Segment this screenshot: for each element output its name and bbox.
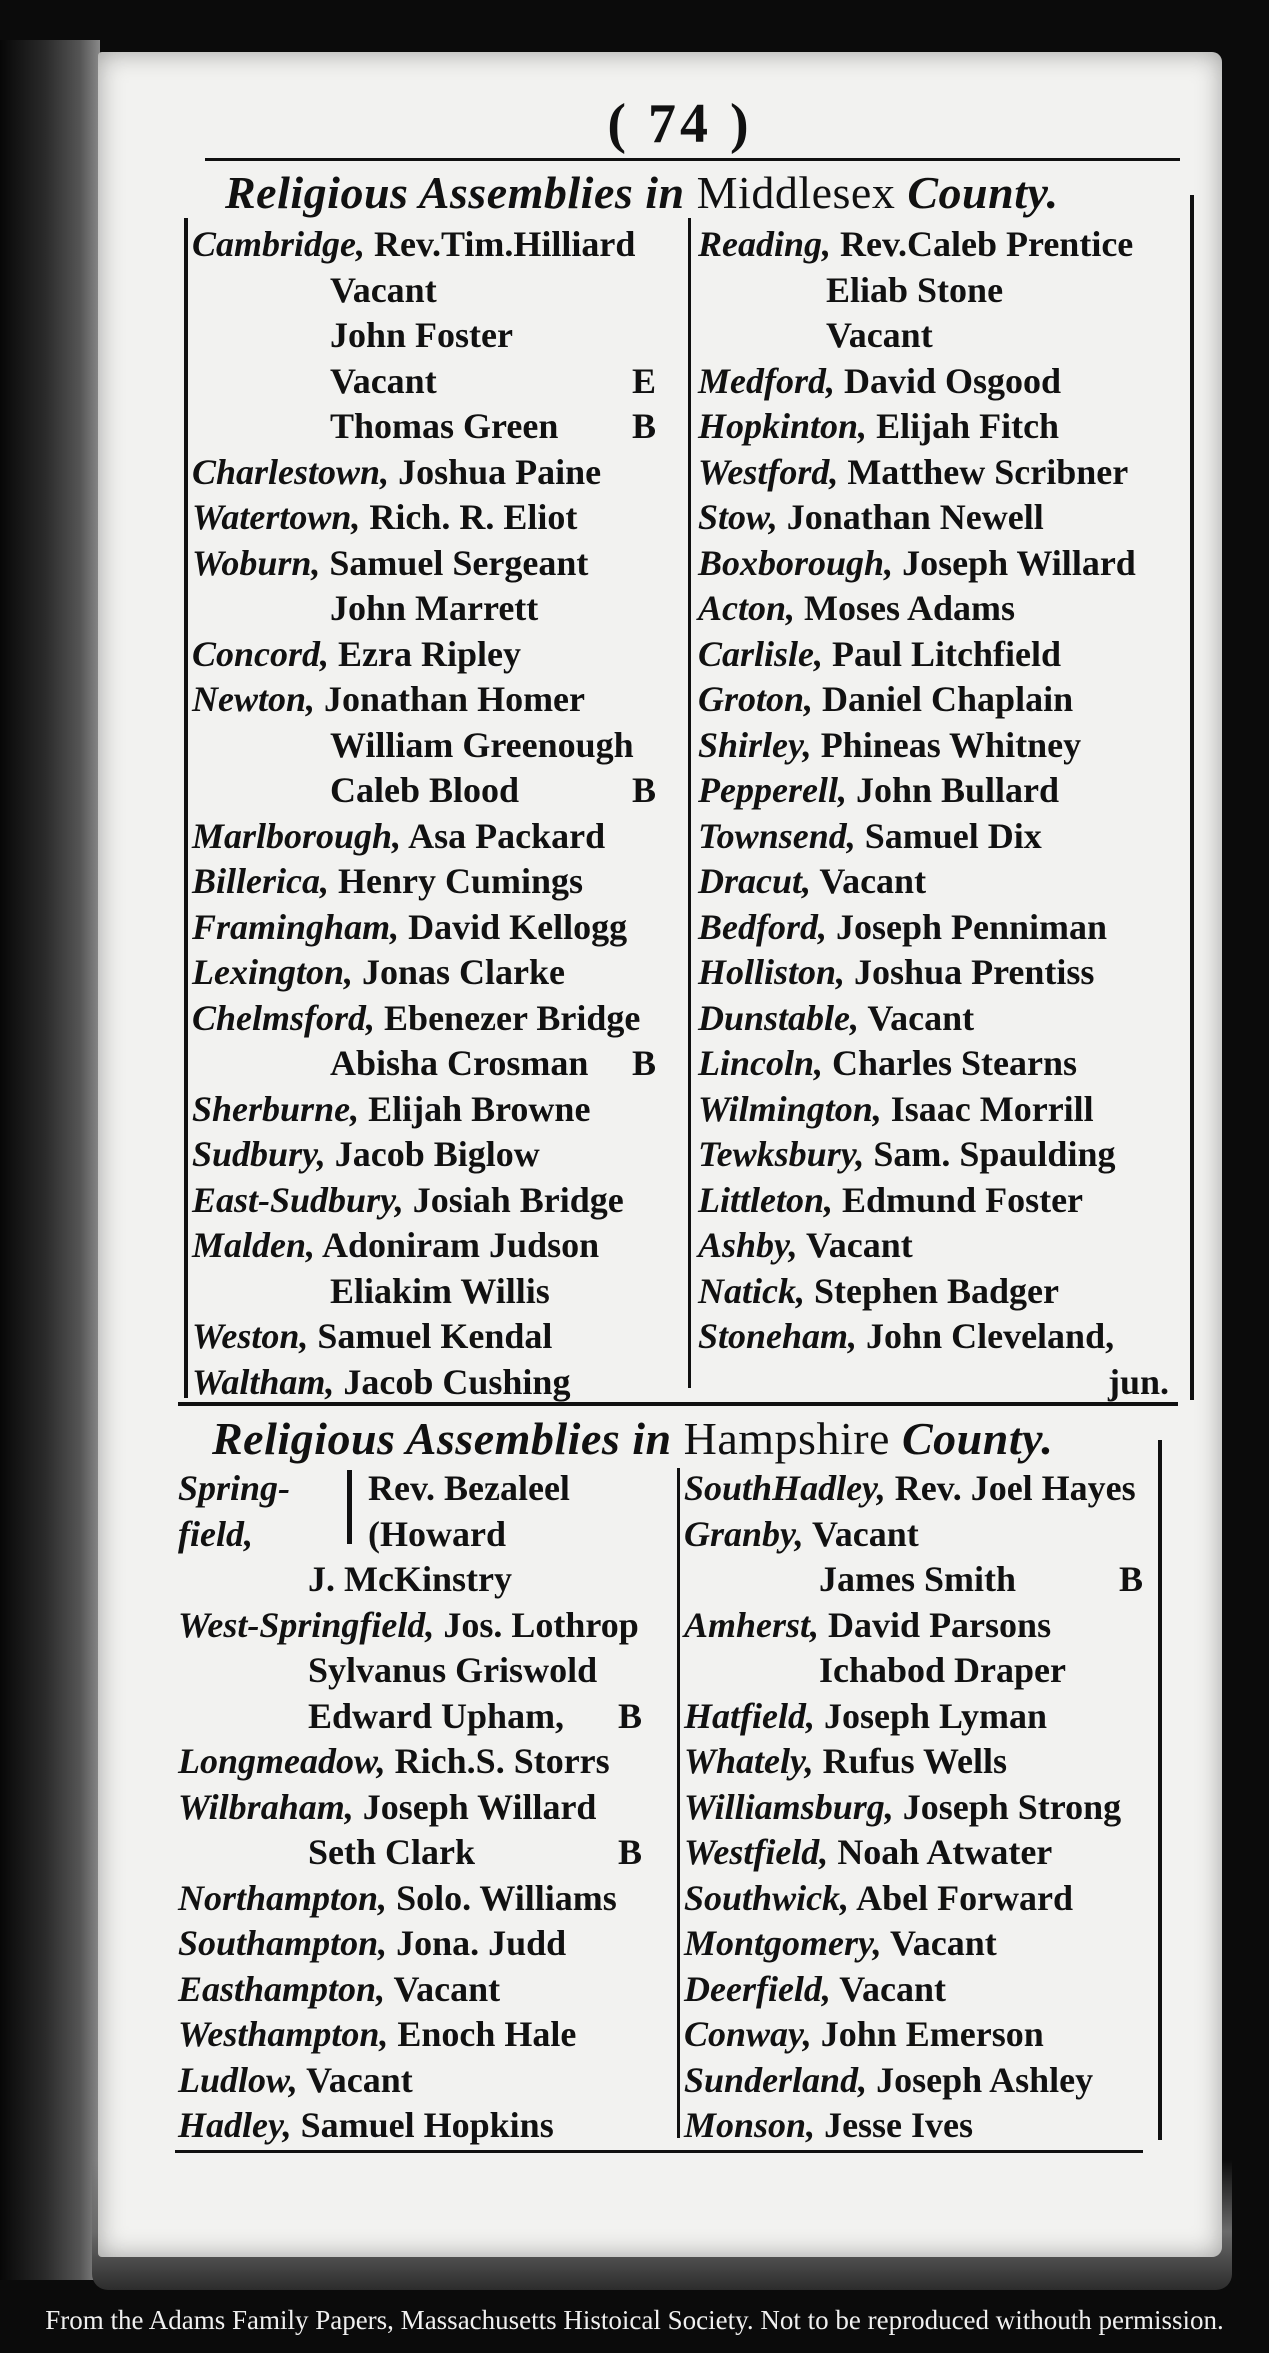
minister-name: Caleb Blood [330, 770, 520, 810]
entry-row [192, 859, 682, 905]
minister-name: Vacant [306, 2059, 413, 2100]
town-name: Westford, [698, 451, 839, 492]
minister-name: Sam. Spaulding [873, 1134, 1116, 1174]
minister-name: Rufus Wells [822, 1741, 1008, 1781]
minister-name: Jacob Cushing [343, 1361, 571, 1402]
minister-name: Vacant [819, 861, 927, 901]
entry-row [698, 1178, 1183, 1224]
entry-row [192, 404, 682, 450]
town-name: Cambridge, [192, 224, 366, 264]
entry-row [192, 996, 682, 1042]
entry-row [698, 1087, 1183, 1133]
section-rule [178, 1402, 1178, 1406]
entry-row [698, 450, 1183, 496]
town-name: Littleton, [698, 1179, 833, 1220]
entry-row [178, 1739, 673, 1785]
entry-row [698, 313, 1183, 359]
entry-row [178, 1648, 673, 1694]
page-number: ( 74 ) [607, 93, 753, 155]
town-name: Natick, [698, 1270, 805, 1311]
entry-row [178, 1830, 673, 1876]
town-name: Wilbraham, [178, 1786, 354, 1827]
entry-row [178, 2058, 673, 2104]
minister-name: Joseph Penniman [836, 906, 1108, 947]
right-border [1190, 195, 1194, 1400]
bottom-rule [175, 2150, 1143, 2153]
minister-name: Noah Atwater [837, 1832, 1053, 1872]
town-name: Williamsburg, [684, 1786, 894, 1827]
entry-row [698, 859, 1183, 905]
entry-row [684, 2103, 1159, 2149]
town-name: Monson, [684, 2105, 816, 2145]
entry-row [192, 1314, 682, 1360]
entry-row [684, 1466, 1159, 1512]
minister-name: Edward Upham, [308, 1695, 565, 1736]
middlesex-right-column [698, 222, 1183, 1405]
minister-name: Abel Forward [856, 1877, 1074, 1918]
minister-name: Vacant [826, 315, 933, 355]
entry-row [698, 677, 1183, 723]
minister-name: Josiah Bridge [412, 1179, 624, 1220]
minister-name: jun. [1107, 1361, 1169, 1402]
town-name: Boxborough, [698, 542, 894, 583]
entry-row [698, 495, 1183, 541]
town-name: Whately, [684, 1741, 814, 1781]
entry-row [192, 359, 682, 405]
town-name: Stoneham, [698, 1316, 858, 1356]
minister-name: Matthew Scribner [847, 451, 1129, 492]
entry-row [178, 2012, 673, 2058]
town-name: East-Sudbury, [192, 1179, 404, 1220]
town-name: Spring- [178, 1468, 291, 1508]
minister-name: John Cleveland, [866, 1316, 1115, 1356]
minister-name: Stephen Badger [813, 1270, 1060, 1311]
minister-name: Rev. Joel Hayes [894, 1468, 1136, 1508]
town-name: Dracut, [698, 861, 812, 901]
minister-name: Jesse Ives [824, 2105, 974, 2145]
minister-name: Paul Litchfield [832, 633, 1062, 674]
minister-name: Samuel Kendal [317, 1316, 553, 1356]
minister-name: Asa Packard [408, 815, 606, 856]
town-name: Sudbury, [192, 1134, 326, 1174]
minister-name: Elijah Browne [368, 1088, 591, 1129]
entry-row [698, 268, 1183, 314]
minister-name: J. McKinstry [308, 1559, 512, 1599]
minister-name: Joshua Paine [398, 451, 602, 492]
town-name: Westfield, [684, 1832, 829, 1872]
middlesex-left-column [192, 222, 682, 1405]
entry-row [698, 632, 1183, 678]
entry-row [698, 1041, 1183, 1087]
town-name: Woburn, [192, 542, 321, 583]
denomination-mark: B [1119, 1559, 1144, 1599]
entry-row [698, 950, 1183, 996]
town-name: Lexington, [192, 952, 354, 992]
minister-name: Elijah Fitch [876, 406, 1060, 446]
town-name: Newton, [192, 679, 316, 719]
town-name: Townsend, [698, 815, 856, 856]
minister-name: Phineas Whitney [820, 724, 1082, 765]
minister-name: David Osgood [844, 360, 1062, 401]
town-name: Conway, [684, 2014, 812, 2054]
entry-row [684, 1648, 1159, 1694]
minister-name: Ebenezer Bridge [384, 997, 641, 1038]
minister-name: Enoch Hale [397, 2014, 577, 2054]
town-name: Longmeadow, [178, 1741, 386, 1781]
heading-county: Middlesex [696, 167, 896, 218]
entry-row [192, 768, 682, 814]
entry-row [192, 268, 682, 314]
hampshire-right-column [684, 1466, 1159, 2149]
minister-name: Jos. Lothrop [443, 1604, 639, 1645]
minister-name: Vacant [812, 1513, 919, 1554]
entry-row [698, 1314, 1183, 1360]
minister-name: Jonathan Newell [786, 497, 1044, 537]
minister-name: David Kellogg [408, 906, 628, 947]
town-name: Southampton, [178, 1923, 388, 1963]
town-name: Westhampton, [178, 2014, 389, 2054]
minister-name: Jonathan Homer [324, 679, 586, 719]
minister-name: Vacant [330, 360, 437, 401]
minister-name: Samuel Dix [864, 815, 1042, 856]
town-name: Acton, [698, 588, 796, 628]
minister-name: Rev.Caleb Prentice [840, 224, 1134, 264]
entry-row [698, 905, 1183, 951]
entry-row [192, 1269, 682, 1315]
entry-row [684, 1603, 1159, 1649]
town-name: Chelmsford, [192, 997, 376, 1038]
town-name: Hatfield, [684, 1695, 815, 1736]
entry-row [684, 1830, 1159, 1876]
top-rule [205, 158, 1180, 161]
town-name: Ludlow, [178, 2059, 298, 2100]
entry-row [192, 586, 682, 632]
minister-name: Sylvanus Griswold [308, 1650, 598, 1690]
minister-name: Vacant [890, 1923, 997, 1963]
entry-row [698, 996, 1183, 1042]
minister-name: William Greenough [330, 724, 634, 765]
entry-row [698, 1360, 1183, 1406]
town-name: Amherst, [684, 1604, 820, 1645]
minister-name: John Emerson [820, 2014, 1044, 2054]
entry-row [192, 723, 682, 769]
town-name: Montgomery, [684, 1923, 882, 1963]
minister-name: Joseph Strong [902, 1786, 1122, 1827]
town-name: Sunderland, [684, 2059, 868, 2100]
minister-name: David Parsons [828, 1604, 1052, 1645]
entry-row [178, 1967, 673, 2013]
minister-name: Rev.Tim.Hilliard [374, 224, 636, 264]
town-name: Pepperell, [698, 770, 847, 810]
entry-row [178, 1876, 673, 1922]
heading-prefix: Religious Assemblies in [225, 167, 685, 218]
minister-name: Joseph Lyman [823, 1695, 1048, 1736]
minister-name: Isaac Morrill [890, 1088, 1094, 1129]
entry-row [684, 1921, 1159, 1967]
entry-row [698, 586, 1183, 632]
minister-name: Samuel Hopkins [300, 2105, 554, 2145]
entry-row [192, 541, 682, 587]
minister-name: Joseph Willard [362, 1786, 597, 1827]
town-name: Deerfield, [684, 1968, 831, 2009]
town-name: Charlestown, [192, 451, 390, 492]
heading-suffix: County. [901, 1413, 1054, 1464]
minister-name: Abisha Crosman [330, 1043, 589, 1083]
entry-row [178, 2103, 673, 2149]
town-name: Northampton, [178, 1877, 388, 1918]
minister-name: John Marrett [330, 588, 539, 628]
town-name: Dunstable, [698, 997, 860, 1038]
entry-row [684, 2058, 1159, 2104]
town-name: Tewksbury, [698, 1134, 865, 1174]
left-border [184, 218, 188, 1398]
minister-name: Thomas Green [330, 406, 559, 446]
minister-name: Rich.S. Storrs [394, 1741, 610, 1781]
hampshire-left-column [178, 1466, 673, 2149]
minister-name: Joshua Prentiss [854, 952, 1095, 992]
denomination-mark: B [632, 406, 657, 446]
minister-name: Solo. Williams [396, 1877, 617, 1918]
denomination-mark: B [632, 1043, 657, 1083]
entry-row [178, 1557, 673, 1603]
town-name: Watertown, [192, 497, 361, 537]
minister-name: John Bullard [855, 770, 1060, 810]
entry-row [192, 1223, 682, 1269]
minister-name: James Smith [819, 1559, 1016, 1599]
entry-row [192, 1132, 682, 1178]
town-name: Marlborough, [192, 815, 402, 856]
center-divider [677, 1468, 680, 2138]
town-name: Lincoln, [698, 1043, 824, 1083]
hampshire-heading [212, 1412, 1053, 1465]
entry-row [192, 814, 682, 860]
town-name: Ashby, [698, 1225, 798, 1265]
town-name: Reading, [698, 224, 832, 264]
entry-row [192, 222, 682, 268]
heading-prefix: Religious Assemblies in [212, 1413, 672, 1464]
entry-row [192, 1087, 682, 1133]
center-divider [688, 218, 691, 1388]
entry-row [684, 1739, 1159, 1785]
entry-row [698, 359, 1183, 405]
denomination-mark: E [632, 360, 657, 401]
entry-row [698, 768, 1183, 814]
entry-row [192, 905, 682, 951]
entry-row [178, 1785, 673, 1831]
heading-suffix: County. [907, 167, 1059, 218]
entry-row [192, 950, 682, 996]
entry-row [178, 1921, 673, 1967]
entry-row [192, 313, 682, 359]
entry-row [698, 723, 1183, 769]
entry-row [698, 814, 1183, 860]
town-name: Hopkinton, [698, 406, 868, 446]
minister-name: Adoniram Judson [322, 1225, 600, 1265]
entry-row [192, 495, 682, 541]
denomination-mark: B [618, 1695, 643, 1736]
entry-row [698, 1223, 1183, 1269]
minister-name: Samuel Sergeant [329, 542, 589, 583]
town-name: Easthampton, [178, 1968, 386, 2009]
town-name: Wilmington, [698, 1088, 882, 1129]
entry-row [192, 1360, 682, 1406]
minister-name: Eliakim Willis [330, 1270, 550, 1311]
town-name: Malden, [192, 1225, 316, 1265]
entry-row [698, 404, 1183, 450]
entry-row [192, 1178, 682, 1224]
entry-row [192, 1041, 682, 1087]
entry-row [192, 632, 682, 678]
archive-caption: From the Adams Family Papers, Massachusetts Histoical Society. Not to be reproduced withouth permission. [45, 2305, 1224, 2335]
town-name: field, [178, 1513, 253, 1554]
entry-row [684, 2012, 1159, 2058]
entry-row [192, 450, 682, 496]
minister-name: Ichabod Draper [819, 1650, 1067, 1690]
town-name: Bedford, [698, 906, 827, 947]
entry-row [192, 677, 682, 723]
town-name: Holliston, [698, 952, 846, 992]
entry-row [178, 1512, 673, 1558]
entry-row [684, 1967, 1159, 2013]
minister-name: Vacant [330, 269, 437, 310]
minister-name: Vacant [393, 1968, 501, 2009]
minister-name: Jona. Judd [396, 1923, 567, 1963]
entry-row [698, 1132, 1183, 1178]
entry-row [684, 1876, 1159, 1922]
town-name: Carlisle, [698, 633, 824, 674]
minister-name: Edmund Foster [842, 1179, 1084, 1220]
town-name: Billerica, [192, 861, 329, 901]
town-name: Weston, [192, 1316, 309, 1356]
minister-name: Vacant [867, 997, 975, 1038]
entry-row [684, 1785, 1159, 1831]
town-name: Sherburne, [192, 1088, 360, 1129]
town-name: Southwick, [684, 1877, 850, 1918]
minister-name: Vacant [806, 1225, 913, 1265]
town-name: Granby, [684, 1513, 804, 1554]
book-spine-shadow [0, 40, 100, 2280]
minister-name: Daniel Chaplain [822, 679, 1074, 719]
town-name: Hadley, [178, 2105, 292, 2145]
minister-name: Charles Stearns [832, 1043, 1078, 1083]
minister-name: Ezra Ripley [338, 633, 522, 674]
minister-name: Eliab Stone [826, 269, 1004, 310]
entry-row [178, 1694, 673, 1740]
entry-row [178, 1466, 673, 1512]
town-name: Groton, [698, 679, 814, 719]
town-name: West-Springfield, [178, 1604, 435, 1645]
town-name: Medford, [698, 360, 835, 401]
entry-row [684, 1694, 1159, 1740]
minister-name: Rev. Bezaleel [368, 1468, 570, 1508]
entry-row [698, 541, 1183, 587]
minister-name: Seth Clark [308, 1832, 476, 1872]
minister-name: Jacob Biglow [334, 1134, 540, 1174]
town-name: Concord, [192, 633, 330, 674]
town-name: Stow, [698, 497, 778, 537]
minister-name: John Foster [330, 315, 513, 355]
town-name: Framingham, [192, 906, 400, 947]
minister-name: Henry Cumings [338, 861, 584, 901]
entry-row [698, 222, 1183, 268]
town-name: Waltham, [192, 1361, 335, 1402]
town-name: SouthHadley, [684, 1468, 886, 1508]
middlesex-heading [225, 166, 1059, 219]
minister-name: Joseph Ashley [876, 2059, 1094, 2100]
minister-name: Moses Adams [804, 588, 1016, 628]
heading-county: Hampshire [683, 1413, 890, 1464]
minister-name: Jonas Clarke [362, 952, 566, 992]
town-name: Shirley, [698, 724, 812, 765]
entry-row [684, 1557, 1159, 1603]
minister-name: Vacant [839, 1968, 946, 2009]
denomination-mark: B [618, 1832, 643, 1872]
minister-name: Rich. R. Eliot [369, 497, 578, 537]
entry-row [684, 1512, 1159, 1558]
minister-name: Joseph Willard [902, 542, 1136, 583]
entry-row [178, 1603, 673, 1649]
denomination-mark: B [632, 770, 657, 810]
minister-name: (Howard [368, 1513, 506, 1554]
entry-row [698, 1269, 1183, 1315]
